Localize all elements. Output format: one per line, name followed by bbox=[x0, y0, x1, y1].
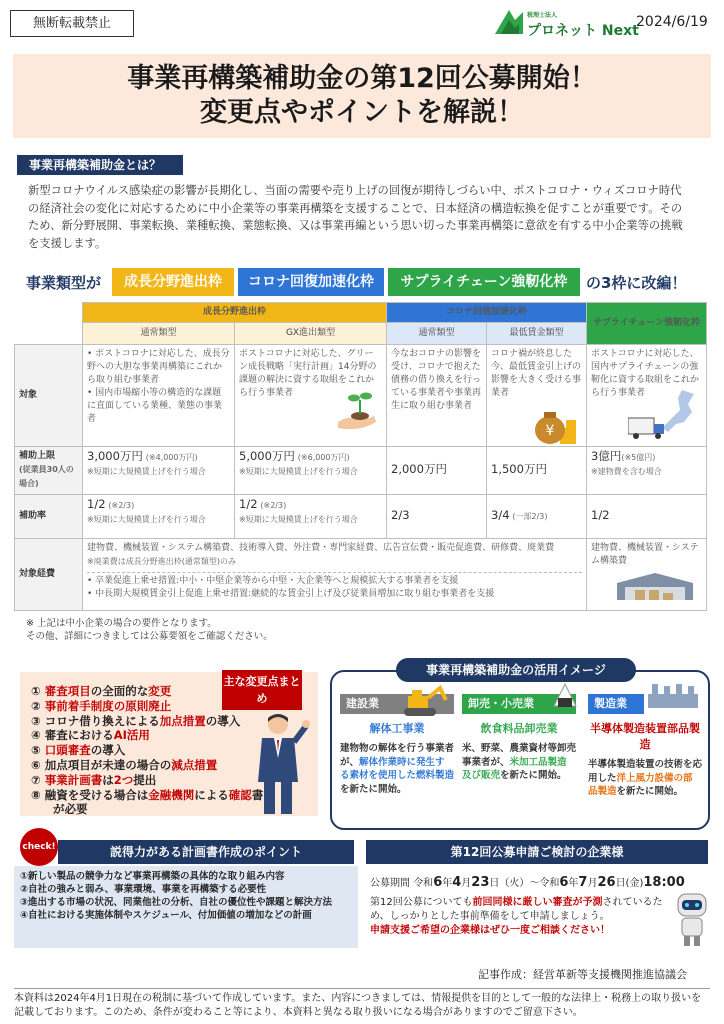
logo-small-text: 税理士法人 bbox=[527, 12, 558, 19]
industry-head: 建設業 bbox=[340, 694, 454, 714]
expense-bullet: • 中長期大規模賃金引上促進上乗せ措置:継続的な賃金引上げ及び従業員増加に取り組む事業者を支援 bbox=[87, 589, 495, 599]
group-header-corona: コロナ回復加速化枠 bbox=[387, 303, 587, 323]
group-header-supply: サプライチェーン強靭化枠 bbox=[587, 303, 707, 345]
change-text: 確認 bbox=[228, 787, 252, 802]
rate-paren: (一部2/3) bbox=[512, 512, 548, 521]
industry-text bbox=[588, 758, 702, 799]
seedling-hand-icon bbox=[334, 386, 380, 432]
rate-paren: (※2/3) bbox=[108, 501, 135, 510]
rate: 2/3 bbox=[391, 508, 410, 522]
period-part: 23 bbox=[471, 875, 490, 890]
rate-paren: (※2/3) bbox=[260, 501, 287, 510]
money-bag-icon bbox=[530, 400, 580, 446]
intro-heading: 事業再構築補助金とは？ bbox=[17, 155, 183, 175]
change-text: コロナ借り換えによる bbox=[44, 713, 160, 728]
change-text: 書 bbox=[251, 787, 264, 802]
industry-name: 飲食料品卸売業 bbox=[480, 722, 558, 735]
title-line-2: 変更点やポイントを解説！ bbox=[200, 97, 524, 128]
change-item bbox=[31, 714, 263, 729]
rate-cell bbox=[235, 495, 387, 539]
row-label-expense: 対象経費 bbox=[15, 539, 83, 611]
change-number: ① bbox=[31, 684, 41, 698]
change-text: の全面的な bbox=[90, 684, 149, 698]
period-part: 4 bbox=[452, 875, 462, 890]
usage-title: 事業再構築補助金の活用イメージ bbox=[396, 658, 636, 682]
disclaimer: 本資料は2024年4月1日現在の税制に基づいて作成しています。また、内容につきましては、情報提供を目的として一般的な法律上・税務上の取り扱いを記載しております。このため、条件が変わること等により、本資料と異なる取り扱いになる場合がありますのでご留意下さい。 bbox=[14, 988, 710, 1020]
chip-corona: コロナ回復加速化枠 bbox=[238, 268, 384, 296]
robot-icon bbox=[672, 890, 712, 948]
change-item bbox=[31, 743, 263, 758]
frames-label: 事業類型が bbox=[26, 274, 102, 292]
change-text: 加点項目が未達の場合の bbox=[44, 757, 172, 772]
change-item bbox=[31, 773, 263, 788]
logo-name: プロネット Next bbox=[527, 23, 639, 39]
limit-cell bbox=[235, 447, 387, 495]
change-text: 審査における bbox=[44, 728, 114, 743]
text-part: を新たに開始。 bbox=[616, 786, 684, 797]
points-list bbox=[20, 870, 356, 922]
period-part: 6 bbox=[559, 875, 569, 890]
period-part: 年 bbox=[442, 878, 453, 889]
points-heading: 説得力がある計画書作成のポイント bbox=[58, 840, 354, 864]
rate: 1/2 bbox=[87, 497, 106, 511]
change-text: 審査項目 bbox=[44, 684, 91, 698]
change-text: の導入 bbox=[205, 713, 241, 728]
frames-tail: の3枠に改編！ bbox=[586, 274, 687, 292]
text-part: 洋上風力設備の部品製造 bbox=[588, 772, 693, 797]
limit-cell bbox=[587, 447, 707, 495]
factory-icon bbox=[646, 682, 700, 710]
industry-head: 製造業 bbox=[588, 694, 644, 714]
group-header-growth: 成長分野進出枠 bbox=[83, 303, 387, 323]
change-text: 2つ bbox=[113, 772, 134, 787]
logo-mark-icon bbox=[493, 6, 525, 36]
change-item bbox=[31, 788, 263, 803]
rate-note: ※短期に大規模賃上げを行う場合 bbox=[87, 515, 206, 524]
candidates-heading: 第12回公募申請ご検討の企業様 bbox=[366, 840, 708, 864]
change-number: ④ bbox=[31, 728, 41, 743]
intro-body: 新型コロナウイルス感染症の影響が長期化し、当面の需要や売り上げの回復が期待しづらい中、ポストコロナ・ウィズコロナ時代の経済社会の変化に対応するために中小企業等の事業再構築を支援することで、日本経済の構造転換を促すことが重要です。そのため、新分野展開、事業転換、業種転換、業態転換、又は事業再編という思い切った事業再構築に意欲を有する中小企業等の挑戦を支援します。 bbox=[28, 184, 683, 250]
subsidy-table bbox=[14, 302, 707, 611]
rice-ball-icon bbox=[552, 682, 578, 710]
expense-cell bbox=[83, 539, 587, 611]
rate-cell bbox=[387, 495, 487, 539]
change-text: 加点措置 bbox=[159, 713, 206, 728]
period-part: 7 bbox=[578, 875, 588, 890]
period-part: 令和 bbox=[413, 878, 434, 889]
text-part: を新たに開始。 bbox=[500, 770, 567, 781]
change-number: ② bbox=[31, 698, 41, 713]
change-number: ⑤ bbox=[31, 743, 41, 758]
amount-note: ※短期に大規模賃上げを行う場合 bbox=[239, 467, 358, 476]
table-note-1: ※ 上記は中小企業の場合の要件となります。 bbox=[26, 618, 217, 629]
period-part: 18:00 bbox=[643, 875, 685, 890]
amount-paren: (※6,000万円) bbox=[297, 453, 350, 462]
company-logo bbox=[493, 6, 639, 39]
target-cell: ポストコロナに対応した、グリーン成長戦略「実行計画」14分野の課題の解決に資する取組をこれから行う事業者 bbox=[235, 345, 387, 447]
text-part: 前回同様に厳しい審査が予測 bbox=[472, 897, 603, 908]
sub-header-gx: GX進出類型 bbox=[235, 323, 387, 345]
change-text: による bbox=[194, 787, 229, 802]
chip-growth: 成長分野進出枠 bbox=[112, 268, 234, 296]
limit-label: 補助上限 bbox=[19, 451, 56, 461]
limit-label-sub: (従業員30人の場合) bbox=[19, 465, 74, 488]
rate-cell bbox=[587, 495, 707, 539]
change-number: ⑥ bbox=[31, 757, 41, 772]
warehouse-icon bbox=[615, 571, 695, 601]
period-label: 公募期間 bbox=[370, 878, 410, 889]
period-part: 月 bbox=[587, 878, 598, 889]
expense-main: 建物費、機械装置・システム構築費、技術導入費、外注費・専門家経費、広告宣伝費・販売促進費、研修費、廃業費 bbox=[87, 543, 555, 553]
businessman-icon bbox=[252, 712, 310, 816]
sub-header-corona-normal: 通常類型 bbox=[387, 323, 487, 345]
industry-name: 半導体製造装置部品製造 bbox=[590, 722, 700, 751]
japan-truck-icon bbox=[628, 388, 702, 444]
period-part: 日（火）～令和 bbox=[489, 878, 560, 889]
change-text: 金融機関 bbox=[148, 787, 195, 802]
text-part: 米、野菜、農業資材等卸売事業者が、 bbox=[462, 743, 577, 768]
row-label-target: 対象 bbox=[15, 345, 83, 447]
period-part: 26 bbox=[597, 875, 616, 890]
text-part: を新たに開始。 bbox=[340, 783, 407, 795]
expense-bullet: • 卒業促進上乗せ措置:中小・中堅企業等から中堅・大企業等へと規模拡大する事業者を支援 bbox=[87, 576, 459, 586]
industry-name: 解体工事業 bbox=[369, 722, 425, 735]
period-part: 年 bbox=[568, 878, 579, 889]
target-cell: コロナ禍が終息した今、最低賃金引上げの影響を大きく受ける事業者 bbox=[487, 345, 587, 447]
point-item: ④自社における実施体制やスケジュール、付加価値の増加などの計画 bbox=[20, 910, 312, 921]
amount: 5,000万円 bbox=[239, 449, 295, 463]
change-text: 事業計画書 bbox=[44, 772, 103, 787]
change-text: は bbox=[102, 772, 114, 787]
change-text: 口頭審査 bbox=[44, 743, 91, 758]
text-part: 建物物の解体を行う事業者が、 bbox=[340, 743, 455, 768]
publish-date: 2024/6/19 bbox=[636, 14, 708, 30]
chip-supply: サプライチェーン強靭化枠 bbox=[388, 268, 580, 296]
check-badge: check! bbox=[20, 828, 58, 866]
text-part: 半導体製造装置の技術を応用した bbox=[588, 759, 703, 784]
table-corner bbox=[15, 303, 83, 345]
change-item bbox=[31, 802, 263, 817]
amount: 3,000万円 bbox=[87, 449, 143, 463]
row-label-rate: 補助率 bbox=[15, 495, 83, 539]
industry-head: 卸売・小売業 bbox=[462, 694, 576, 714]
target-cell: 今なおコロナの影響を受け、コロナで抱えた債務の借り換えを行っている事業者や事業再生に取り組む事業者 bbox=[387, 345, 487, 447]
limit-cell bbox=[83, 447, 235, 495]
change-item bbox=[31, 758, 263, 773]
expense-main-note: ※廃業費は成長分野進出枠(通常類型)のみ bbox=[87, 557, 236, 566]
rate: 1/2 bbox=[591, 508, 610, 522]
text-part: 第12回公募についても bbox=[370, 897, 473, 908]
expense-supply: 建物費、機械装置・システム構築費 bbox=[591, 543, 699, 566]
change-number: ⑧ bbox=[31, 787, 41, 802]
change-item bbox=[31, 684, 263, 699]
expense-supply-cell bbox=[587, 539, 707, 611]
point-item: ②自社の強みと弱み、事業環境、事業を再構築する必要性 bbox=[20, 884, 267, 895]
application-period bbox=[370, 874, 685, 890]
change-text: の導入 bbox=[90, 743, 126, 758]
rate: 1/2 bbox=[239, 497, 258, 511]
yen-symbol: ¥ bbox=[545, 423, 555, 439]
change-number: ⑦ bbox=[31, 772, 41, 787]
amount-note: ※短期に大規模賃上げを行う場合 bbox=[87, 467, 206, 476]
change-text: が必要 bbox=[53, 802, 88, 817]
rate-note: ※短期に大規模賃上げを行う場合 bbox=[239, 515, 358, 524]
article-author: 記事作成：経営革新等支援機関推進協議会 bbox=[478, 968, 687, 981]
amount-paren: (※4,000万円) bbox=[145, 453, 198, 462]
sub-header-normal: 通常類型 bbox=[83, 323, 235, 345]
industry-text bbox=[340, 742, 454, 796]
industry-text bbox=[462, 742, 576, 783]
change-text: 減点措置 bbox=[171, 757, 218, 772]
change-text: AI活用 bbox=[113, 728, 150, 743]
text-part: 解体作業時に発生する素材を使用した燃料製造 bbox=[340, 756, 455, 781]
page-title bbox=[13, 54, 711, 138]
amount: 3億円 bbox=[591, 449, 622, 463]
change-number: ③ bbox=[31, 713, 41, 728]
no-reprint-stamp: 無断転載禁止 bbox=[10, 10, 134, 37]
rate-cell bbox=[83, 495, 235, 539]
change-item bbox=[31, 699, 263, 714]
text-part: されているため、しっかりとした事前準備をして申請しましょう。 bbox=[370, 897, 663, 922]
table-notes bbox=[26, 617, 273, 643]
change-text: 変更 bbox=[148, 684, 172, 698]
target-cell: • ポストコロナに対応した、成長分野への大胆な事業再構築にこれから取り組む事業者 • 国内市場縮小等の構造的な課題に直面している業種、業態の事業者 bbox=[83, 345, 235, 447]
change-text: 提出 bbox=[133, 772, 157, 787]
amount-paren: (※5億円) bbox=[621, 453, 656, 462]
period-part: 月 bbox=[461, 878, 472, 889]
sub-header-min-wage: 最低賃金類型 bbox=[487, 323, 587, 345]
point-item: ①新しい製品の競争力など事業再構築の具体的な取り組み内容 bbox=[20, 871, 285, 882]
text-part: 米加工品製造及び販売 bbox=[462, 756, 567, 781]
amount: 2,000万円 bbox=[391, 462, 447, 476]
period-part: 日(金) bbox=[615, 878, 644, 889]
candidates-text bbox=[370, 896, 670, 938]
target-cell: ポストコロナに対応した、国内サプライチェーンの強靭化に資する取組をこれから行う事業者 bbox=[587, 345, 707, 447]
period-part: 6 bbox=[433, 875, 443, 890]
limit-cell bbox=[387, 447, 487, 495]
excavator-icon bbox=[400, 684, 448, 718]
changes-list bbox=[31, 684, 263, 817]
row-label-limit bbox=[15, 447, 83, 495]
title-line-1: 事業再構築補助金の第12回公募開始！ bbox=[127, 63, 597, 94]
table-note-2: その他、詳細につきましては公募要領をご確認ください。 bbox=[26, 631, 273, 642]
change-text: 事前着手制度の原則廃止 bbox=[44, 698, 172, 713]
changes-tag: 主な変更点まとめ bbox=[222, 670, 302, 710]
point-item: ③進出する市場の状況、同業他社の分析、自社の優位性や課題と解決方法 bbox=[20, 897, 333, 908]
rate-cell bbox=[487, 495, 587, 539]
text-part: 申請支援ご希望の企業様はぜひ一度ご相談ください！ bbox=[370, 925, 610, 936]
amount: 1,500万円 bbox=[491, 462, 547, 476]
amount-note: ※建物費を含む場合 bbox=[591, 467, 662, 476]
change-text: 融資を受ける場合は bbox=[44, 787, 149, 802]
rate: 3/4 bbox=[491, 508, 510, 522]
limit-cell bbox=[487, 447, 587, 495]
change-item bbox=[31, 728, 263, 743]
